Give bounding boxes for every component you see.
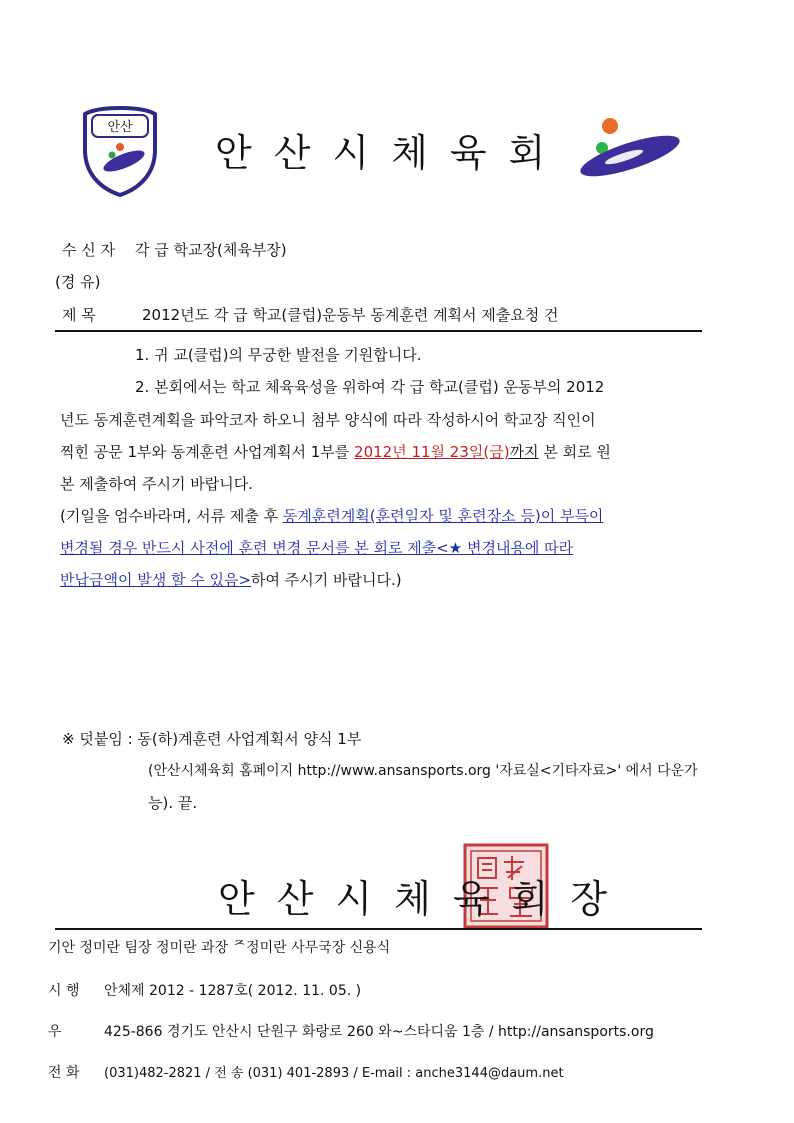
note-line-3-text: 하여 주시기 바랍니다.) — [251, 571, 402, 589]
deadline-suffix: 까지 — [509, 443, 539, 461]
body-paragraph-2-line-3 — [60, 441, 611, 462]
note-line-3 — [60, 569, 402, 590]
approval-line: 기안 정미란 팀장 정미란 과장 ᄌ정미란 사무국장 신용식 — [48, 940, 391, 956]
attachment-line-3: 능). 끝. — [148, 794, 198, 812]
emblem-logo — [80, 105, 160, 197]
issue-number: 안체제 2012 - 1287호( 2012. 11. 05. ) — [104, 983, 362, 999]
address-label: 우 — [48, 1024, 62, 1040]
note-line-1-text: (기일을 엄수바라며, 서류 제출 후 — [60, 507, 283, 525]
recipient-value: 각 급 학교장(체육부장) — [135, 241, 287, 259]
via-label: (경 유) — [55, 273, 101, 291]
attachment-line-2: (안산시체육회 홈페이지 http://www.ansansports.org '자료실<기타자료>' 에서 다운가 — [148, 763, 698, 779]
recipient-label: 수 신 자 — [62, 241, 116, 259]
note-line-2: 변경될 경우 반드시 사전에 훈련 변경 문서를 본 회로 제출<★ 변경내용에 따라 — [60, 539, 574, 557]
footer-divider — [55, 928, 702, 930]
body-paragraph-2-line-1: 2. 본회에서는 학교 체육육성을 위하여 각 급 학교(클럽) 운동부의 2012 — [135, 378, 605, 396]
note-line-1-highlight: 동계훈련계획(훈련일자 및 훈련장소 등)이 부득이 — [282, 507, 604, 525]
note-line-1 — [60, 505, 603, 526]
body-paragraph-2-line-4: 본 제출하여 주시기 바랍니다. — [60, 475, 253, 493]
attachment-line-1: ※ 덧붙임 : 동(하)계훈련 사업계획서 양식 1부 — [62, 730, 362, 748]
issue-label: 시 행 — [48, 983, 80, 999]
subject-value: 2012년도 각 급 학교(클럽)운동부 동계훈련 계획서 제출요청 건 — [142, 306, 559, 324]
deadline-date: 2012년 11월 23일(금) — [354, 443, 510, 461]
header-divider — [55, 330, 702, 332]
body-paragraph-1: 1. 귀 교(클럽)의 무궁한 발전을 기원합니다. — [135, 346, 422, 364]
page-title: 안산시체육회 — [215, 131, 568, 175]
emblem-text: 안산 — [107, 120, 133, 135]
body-paragraph-2-line-2: 년도 동계훈련계획을 파악코자 하오니 첨부 양식에 따라 작성하시어 학교장 직인이 — [60, 411, 596, 429]
note-line-3-highlight: 반납금액이 발생 할 수 있음> — [60, 571, 252, 589]
subject-label: 제 목 — [62, 306, 96, 324]
contact-line: (031)482-2821 / 전 송 (031) 401-2893 / E-mail : anche3144@daum.net — [104, 1066, 564, 1081]
brand-mark-icon — [568, 112, 688, 188]
body-line-3-tail: 본 회로 원 — [538, 443, 611, 461]
address-value: 425-866 경기도 안산시 단원구 화랑로 260 와~스타디움 1층 / http://ansansports.org — [104, 1024, 654, 1040]
sender-title: 안산시체육회장 — [218, 877, 629, 921]
body-line-3-text: 찍힌 공문 1부와 동계훈련 사업계획서 1부를 — [60, 443, 355, 461]
phone-label: 전 화 — [48, 1065, 80, 1081]
